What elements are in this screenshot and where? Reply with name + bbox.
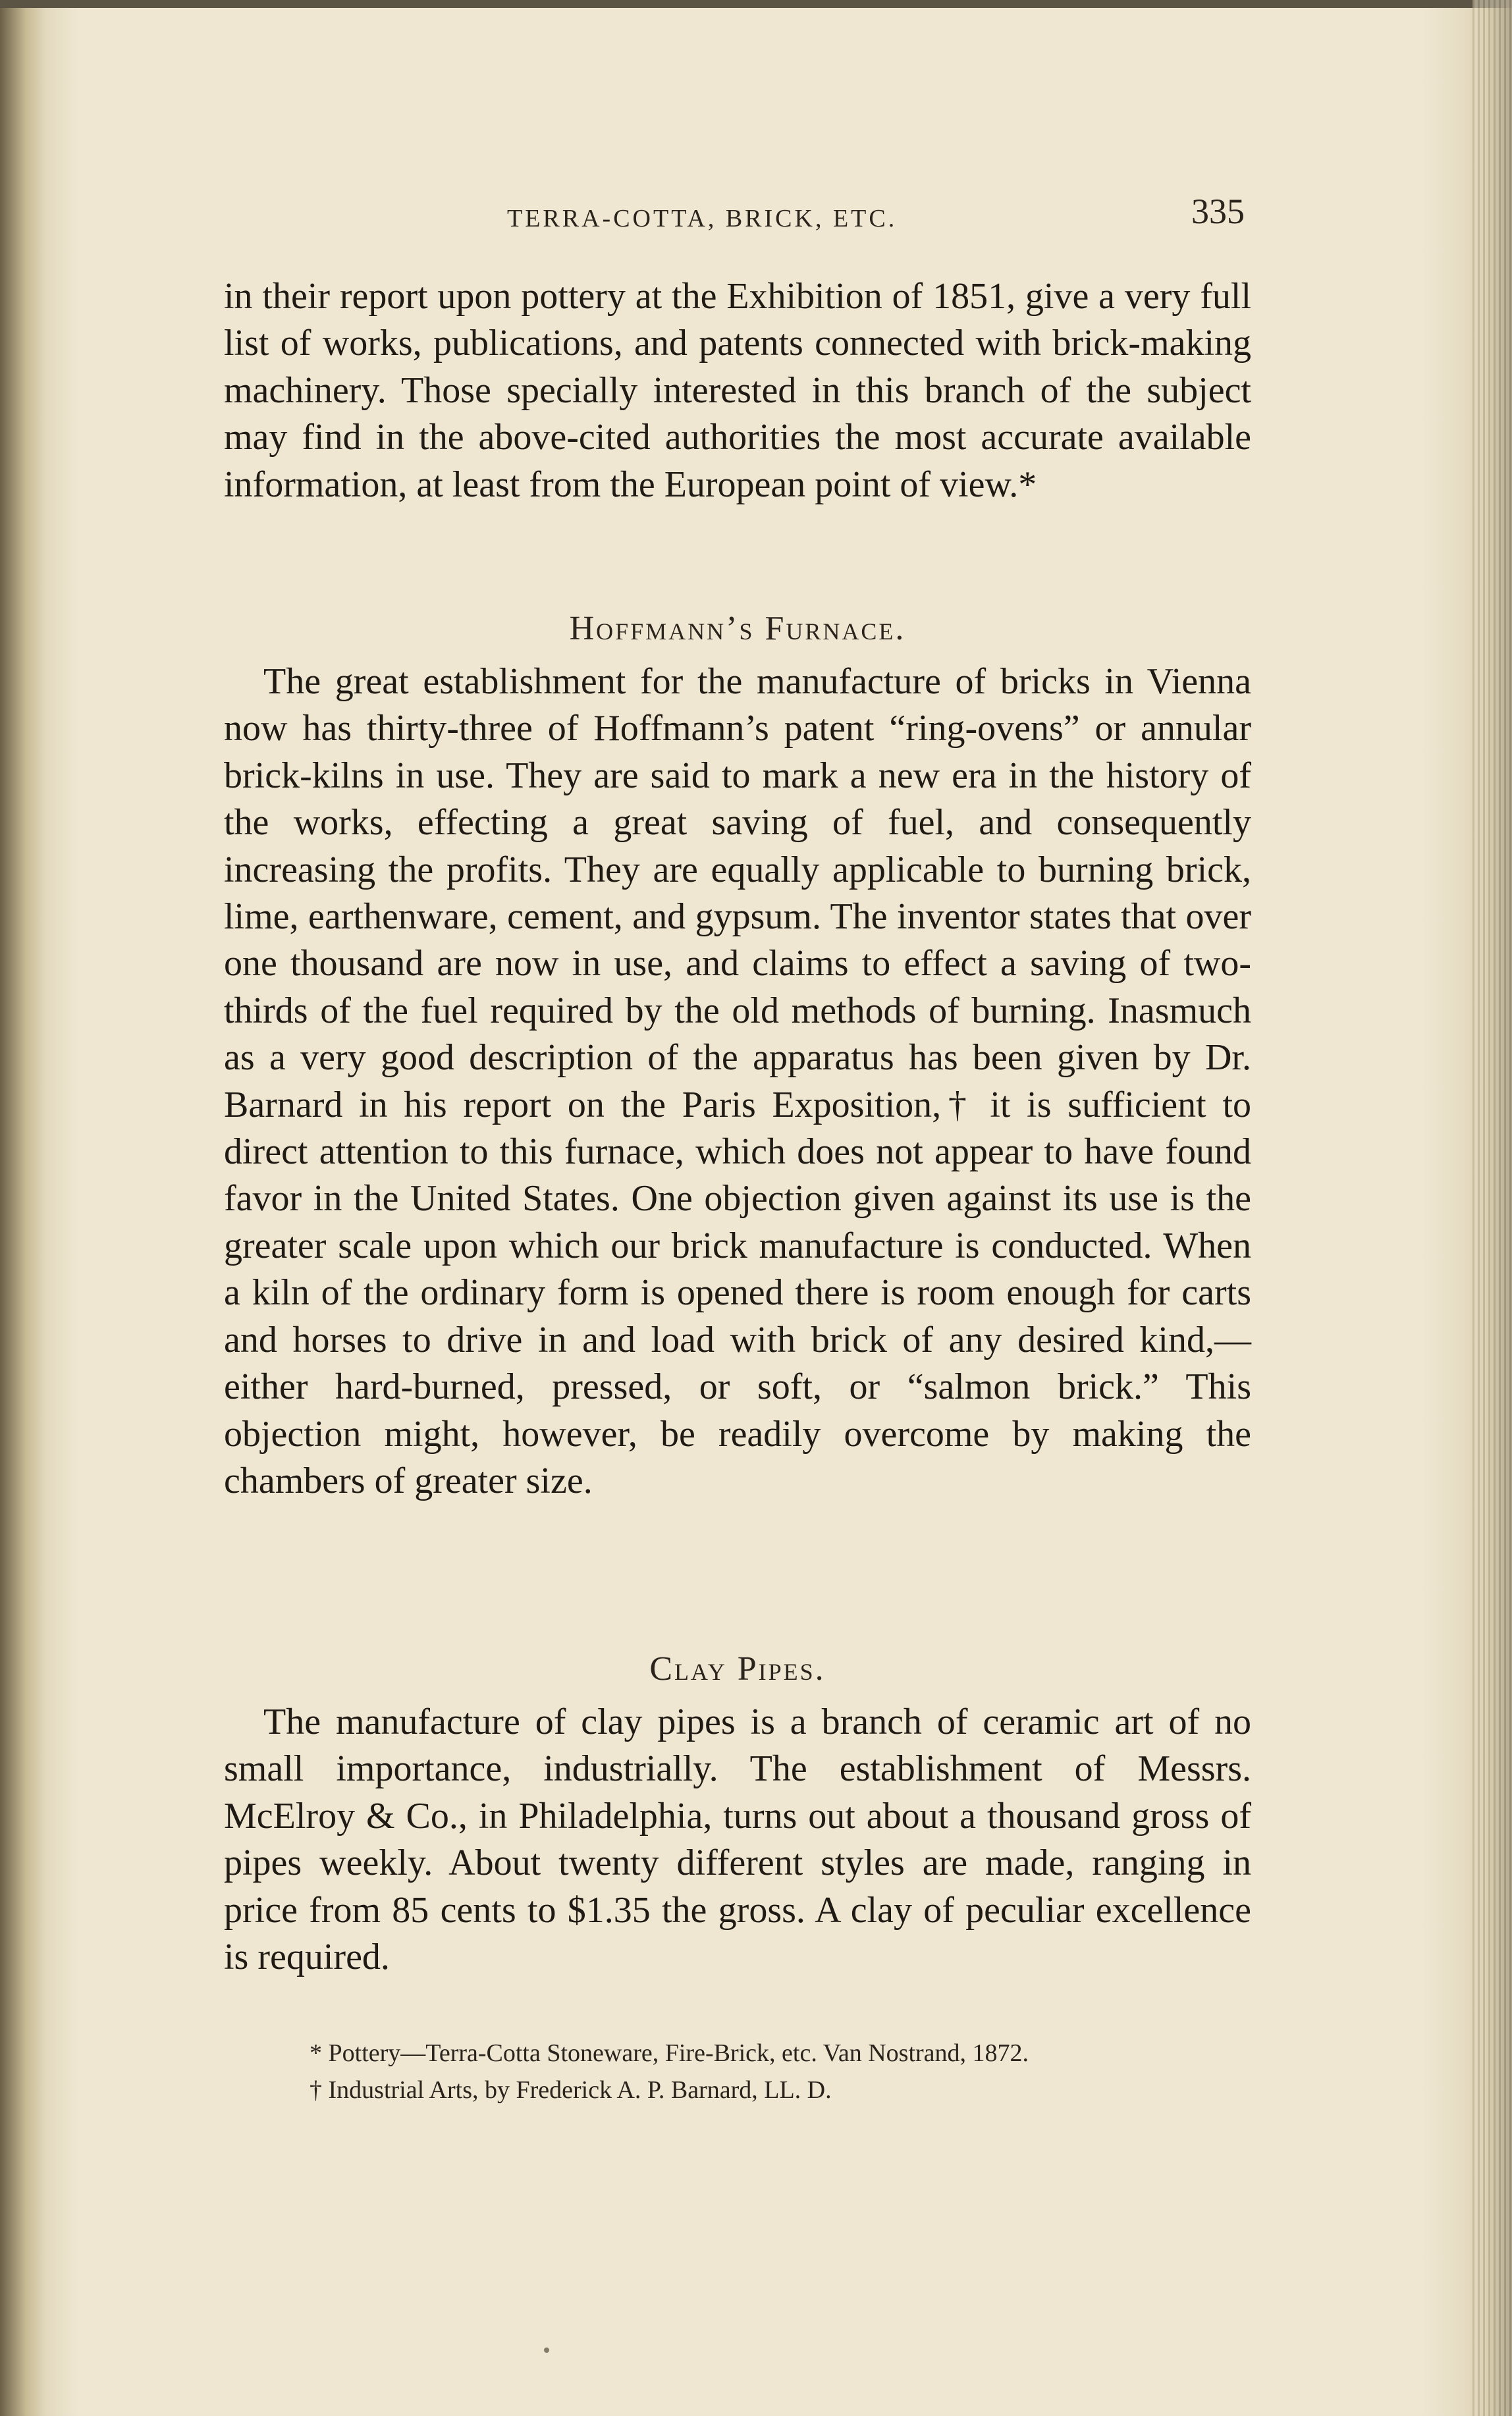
running-title: TERRA-COTTA, BRICK, ETC. bbox=[507, 205, 898, 232]
page-number: 335 bbox=[1191, 192, 1245, 231]
paragraph-intro: in their report upon pottery at the Exhibition of 1851, give a very full list of works, publications, and patents connected with brick-making machinery. Those specially interested in this branch of the subject may find in the above-cited authorities the most accurate available information, at least from the European point of view.* bbox=[224, 276, 1251, 505]
section-heading-hoffmann: Hoffmann’s Furnace. bbox=[569, 610, 906, 647]
page-top-edge bbox=[0, 0, 1512, 8]
footnote-industrial-arts: † Industrial Arts, by Frederick A. P. Barnard, LL. D. bbox=[310, 2076, 832, 2104]
paragraph-hoffmann: The great establishment for the manufacture of bricks in Vienna now has thirty-three of Hoffmann’s patent “ring-ovens” or annular brick-kilns in use. They are said to mark a new era in the history of the works, effecting a great saving of fuel, and consequently increasing the profits. They are equally applicable to burning brick, lime, earthenware, cement, and gypsum. The inventor states that over one thousand are now in use, and claims to effect a saving of two-thirds of the fuel required by the old methods of burning. Inasmuch as a very good description of the apparatus has been given by Dr. Barnard in his report on the Paris Exposition,† it is sufficient to direct attention to this furnace, which does not appear to have found favor in the United States. One objection given against its use is the greater scale upon which our brick manufacture is conducted. When a kiln of the ordinary form is opened there is room enough for carts and horses to drive in and load with brick of any desired kind,—either hard-burned, pressed, or soft, or “salmon brick.” This objection might, however, be readily overcome by making the chambers of greater size. bbox=[224, 661, 1251, 1501]
page-edge-stack bbox=[1472, 0, 1512, 2416]
section-heading-clay-pipes: Clay Pipes. bbox=[649, 1650, 826, 1688]
page-header bbox=[507, 191, 1245, 244]
footnote-pottery: * Pottery—Terra-Cotta Stoneware, Fire-Brick, etc. Van Nostrand, 1872. bbox=[310, 2039, 1029, 2067]
print-speck bbox=[544, 2348, 549, 2353]
paragraph-clay-pipes: The manufacture of clay pipes is a branch of ceramic art of no small importance, industrially. The establishment of Messrs. McElroy & Co., in Philadelphia, turns out about a thousand gross of pipes weekly. About twenty different styles are made, ranging in price from 85 cents to $1.35 the gross. A clay of peculiar excellence is required. bbox=[224, 1702, 1251, 1978]
